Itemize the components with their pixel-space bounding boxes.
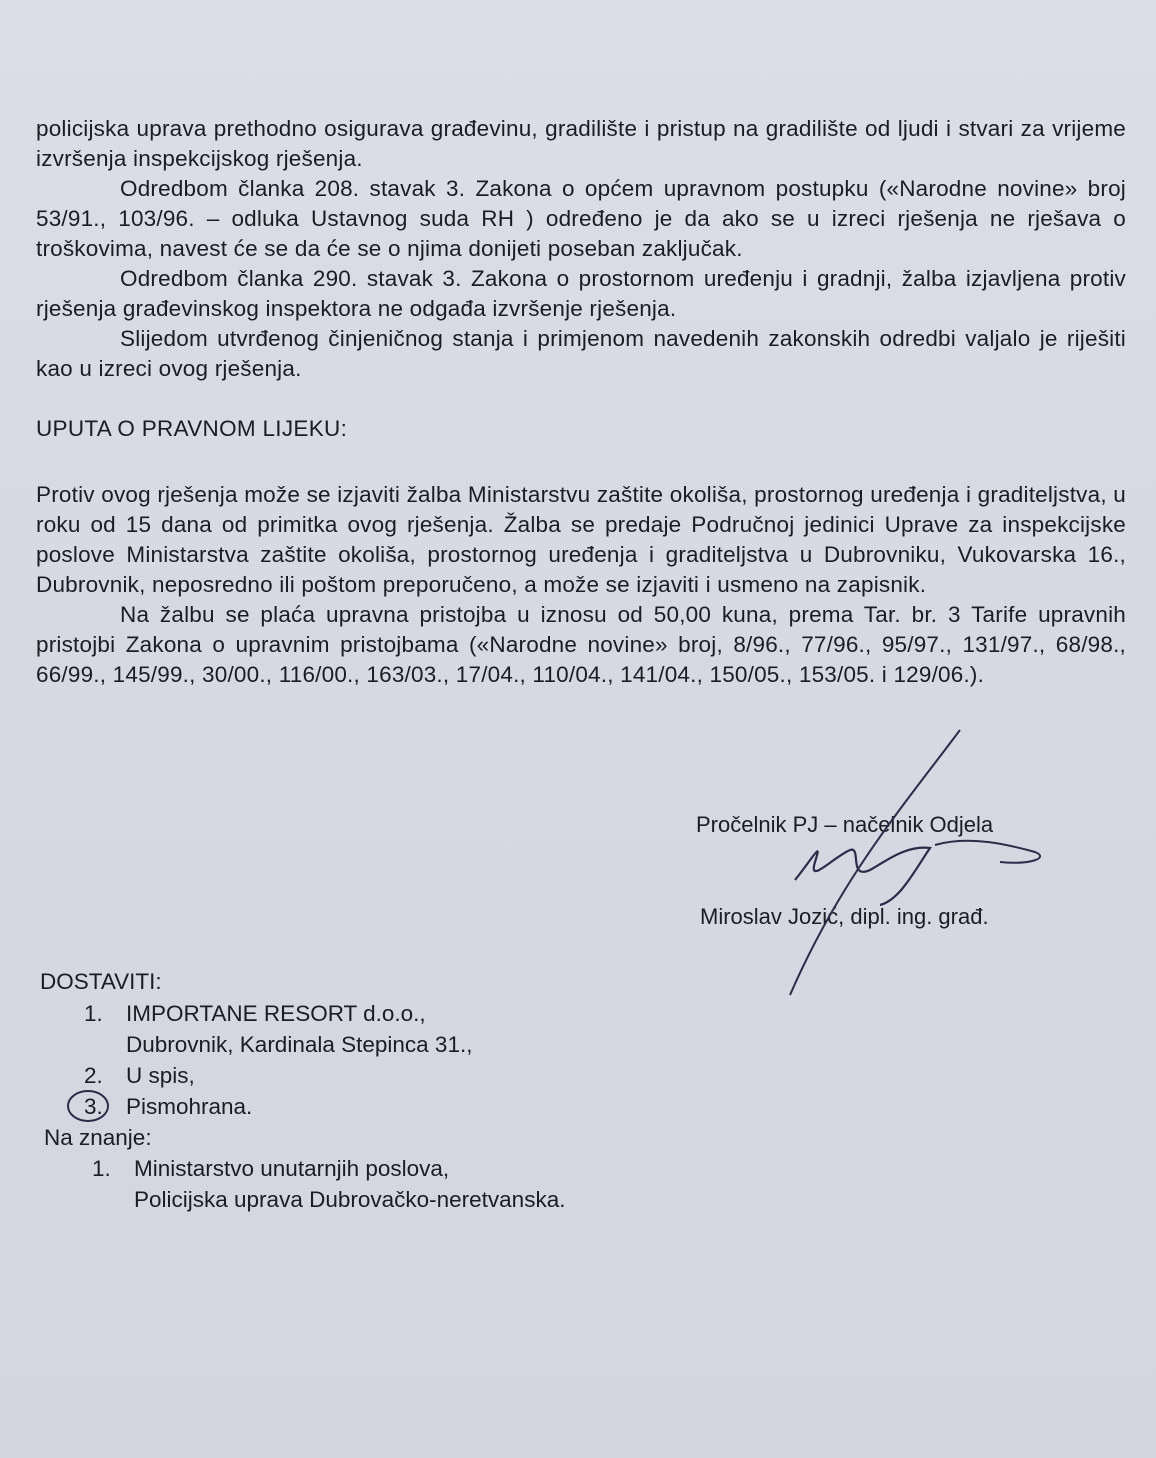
paragraph: Slijedom utvrđenog činjeničnog stanja i primjenom navedenih zakonskih odredbi valjalo je riješiti kao u izreci ovog rješenja. bbox=[36, 326, 1126, 381]
paragraph: Odredbom članka 290. stavak 3. Zakona o prostornom uređenju i gradnji, žalba izjavljena protiv rješenja građevinskog inspektora ne odgađa izvršenje rješenja. bbox=[36, 266, 1126, 321]
dostaviti-item-line: U spis, bbox=[126, 1063, 195, 1088]
paragraph: Odredbom članka 208. stavak 3. Zakona o općem upravnom postupku («Narodne novine» broj 53/91., 103/96. – odluka Ustavnog suda RH ) određeno je da ako se u izreci rješenja ne rješava o troškovima, navest će se da će se o njima donijeti poseban zaključak. bbox=[36, 176, 1126, 261]
dostaviti-item-line: Dubrovnik, Kardinala Stepinca 31., bbox=[126, 1032, 473, 1057]
na-znanje-item-line: Policijska uprava Dubrovačko-neretvanska. bbox=[134, 1187, 566, 1212]
signatory-name: Miroslav Jozić, dipl. ing. građ. bbox=[700, 904, 989, 929]
na-znanje-label: Na znanje: bbox=[44, 1125, 152, 1150]
paragraph: Na žalbu se plaća upravna pristojba u iznosu od 50,00 kuna, prema Tar. br. 3 Tarife upravnih pristojbi Zakona o upravnim pristojbama («Narodne novine» broj, 8/96., 77/96., 95/97., 131/97., 68/98., 66/99., 145/99., 30/00., 116/00., 163/03., 17/04., 110/04., 141/04., 150/05., 153/05. i 129/06.). bbox=[36, 602, 1126, 687]
section-heading: UPUTA O PRAVNOM LIJEKU: bbox=[36, 416, 348, 441]
dostaviti-item-line: Pismohrana. bbox=[126, 1094, 253, 1119]
dostaviti-item-line: IMPORTANE RESORT d.o.o., bbox=[126, 1001, 426, 1026]
paragraph: Protiv ovog rješenja može se izjaviti žalba Ministarstvu zaštite okoliša, prostornog uređenja i graditeljstva, u roku od 15 dana od primitka ovog rješenja. Žalba se predaje Područnoj jedinici Uprave za inspekcijske poslove Ministarstva zaštite okoliša, prostornog uređenja i graditeljstva u Dubrovniku, Vukovarska 16., Dubrovnik, neposredno ili poštom preporučeno, a može se izjaviti i usmeno na zapisnik. bbox=[36, 482, 1126, 597]
dostaviti-item-number: 2. bbox=[84, 1063, 103, 1088]
paragraph: policijska uprava prethodno osigurava građevinu, gradilište i pristup na gradilište od ljudi i stvari za vrijeme izvršenja inspekcijskog rješenja. bbox=[36, 116, 1126, 171]
na-znanje-item-number: 1. bbox=[92, 1156, 111, 1181]
dostaviti-item-number: 3. bbox=[84, 1094, 103, 1119]
na-znanje-item-line: Ministarstvo unutarnjih poslova, bbox=[134, 1156, 450, 1181]
signatory-title: Pročelnik PJ – načelnik Odjela bbox=[696, 812, 994, 837]
dostaviti-label: DOSTAVITI: bbox=[40, 969, 162, 994]
dostaviti-item-number: 1. bbox=[84, 1001, 103, 1026]
